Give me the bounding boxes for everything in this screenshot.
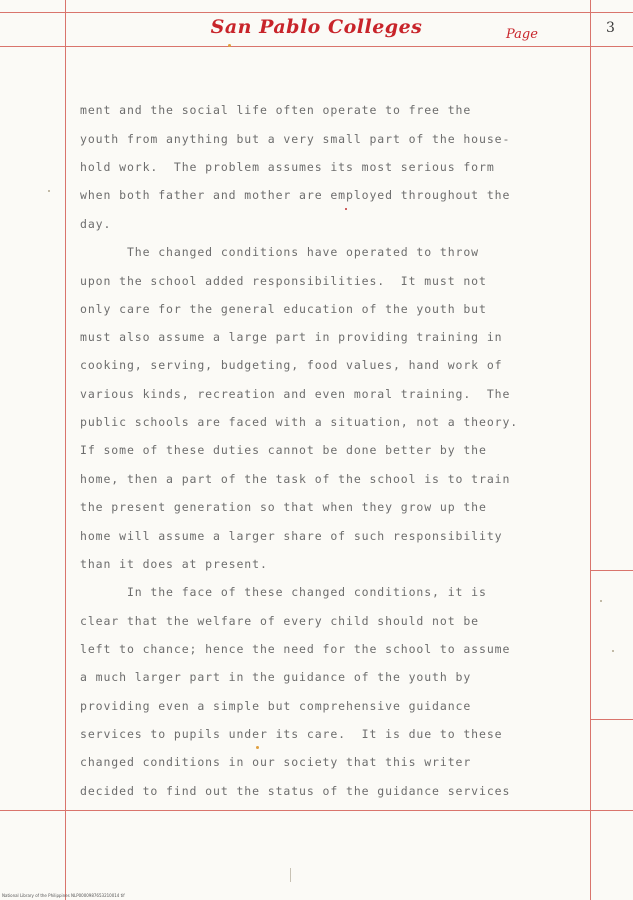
body-line: providing even a simple but comprehensive guidance xyxy=(80,699,472,713)
body-line: decided to find out the status of the guidance services xyxy=(80,784,511,798)
margin-tick-lower xyxy=(590,719,633,720)
body-line: day. xyxy=(80,217,112,231)
body-line: In the face of these changed conditions, it is xyxy=(80,585,487,599)
paper-speck xyxy=(600,600,602,602)
page-number: 3 xyxy=(606,20,615,36)
college-title: San Pablo Colleges xyxy=(210,16,423,38)
body-line: cooking, serving, budgeting, food values, hand work of xyxy=(80,358,503,372)
body-line: the present generation so that when they grow up the xyxy=(80,500,487,514)
body-line: a much larger part in the guidance of the youth by xyxy=(80,670,472,684)
header-bottom-rule xyxy=(0,46,633,47)
body-line: ment and the social life often operate to free the xyxy=(80,103,472,117)
body-line: various kinds, recreation and even moral training. The xyxy=(80,387,511,401)
header-top-rule xyxy=(0,12,633,13)
body-line: public schools are faced with a situation, not a theory. xyxy=(80,415,519,429)
body-line: changed conditions in our society that this writer xyxy=(80,755,472,769)
body-line: home, then a part of the task of the school is to train xyxy=(80,472,511,486)
body-line: If some of these duties cannot be done better by the xyxy=(80,443,487,457)
body-line: clear that the welfare of every child should not be xyxy=(80,614,480,628)
paper-speck xyxy=(256,746,259,749)
paper-speck xyxy=(228,44,231,47)
body-line: hold work. The problem assumes its most serious form xyxy=(80,160,495,174)
body-line: only care for the general education of the youth but xyxy=(80,302,487,316)
body-line: than it does at present. xyxy=(80,557,268,571)
body-line: home will assume a larger share of such responsibility xyxy=(80,529,503,543)
paper-speck xyxy=(612,650,614,652)
footer-rule xyxy=(0,810,633,811)
paper-speck xyxy=(290,868,291,882)
body-line: upon the school added responsibilities. It must not xyxy=(80,274,487,288)
archive-footer-note: National Library of the Philippines NLP0000987653210014 tif xyxy=(2,893,125,898)
paper-speck xyxy=(48,190,50,192)
body-line: The changed conditions have operated to throw xyxy=(80,245,480,259)
body-line: services to pupils under its care. It is due to these xyxy=(80,727,503,741)
body-line: left to chance; hence the need for the school to assume xyxy=(80,642,511,656)
body-line: youth from anything but a very small part of the house- xyxy=(80,132,511,146)
body-line: when both father and mother are employed throughout the xyxy=(80,188,511,202)
body-line: must also assume a large part in providing training in xyxy=(80,330,503,344)
paper-speck xyxy=(345,208,347,210)
left-margin-rule xyxy=(65,0,66,900)
page-label: Page xyxy=(506,27,538,42)
